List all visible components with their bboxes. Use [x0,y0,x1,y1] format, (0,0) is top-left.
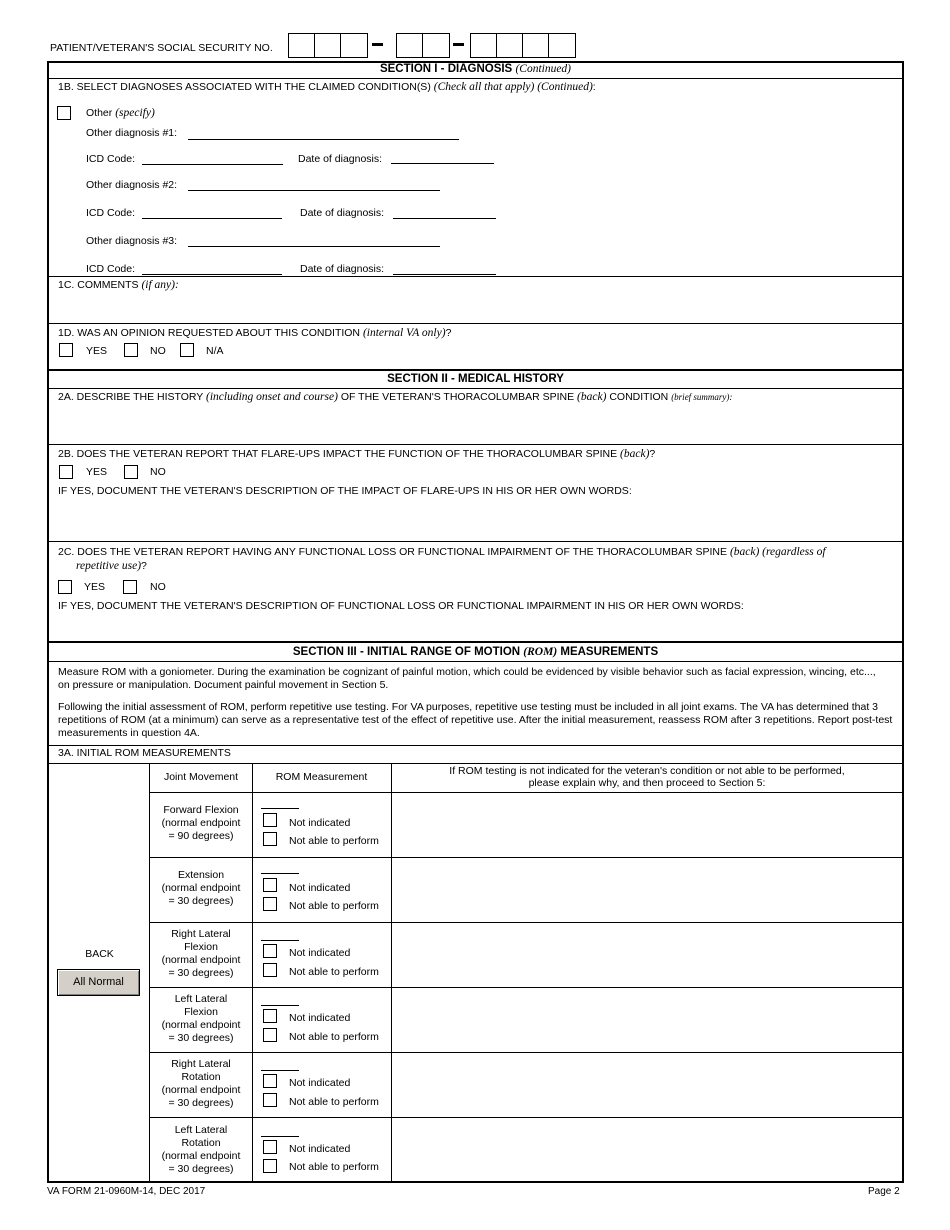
joint-extension: Extension (normal endpoint = 30 degrees) [161,869,241,907]
icd-code-2-field[interactable] [142,218,282,219]
not-able-label: Not able to perform [289,966,379,978]
other-diagnosis-3-label: Other diagnosis #3: [86,235,178,247]
explain-field[interactable] [393,989,902,1051]
q1d-na-checkbox[interactable] [180,343,194,357]
not-able-label: Not able to perform [289,835,379,847]
joint-left-lateral-rotation: Left Lateral Rotation (normal endpoint = 30 degrees) [161,1124,241,1175]
form-id: VA FORM 21-0960M-14, DEC 2017 [47,1186,206,1197]
icd-code-1-label: ICD Code: [86,153,136,165]
rom-instructions-1: Measure ROM with a goniometer. During the examination be cognizant of painful motion, which could be evidenced by visible behavior such as facial expression, wincing, etc..., on pressure or manipulation. Document painful movement in Section 5. [58,666,876,691]
explain-field[interactable] [393,924,902,986]
other-diagnosis-1-label: Other diagnosis #1: [86,127,178,139]
section-3-title: SECTION III - INITIAL RANGE OF MOTION (ROM) MEASUREMENTS [292,646,659,658]
other-checkbox[interactable] [57,106,71,120]
col-rom-measurement: ROM Measurement [275,771,368,783]
q1d-no-label: NO [150,345,166,357]
joint-left-lateral-flexion: Left Lateral Flexion (normal endpoint = 30 degrees) [161,993,241,1044]
date-diagnosis-1-label: Date of diagnosis: [298,153,383,165]
not-indicated-label: Not indicated [289,1012,351,1024]
not-able-label: Not able to perform [289,1096,379,1108]
date-diagnosis-2-field[interactable] [393,218,496,219]
joint-right-lateral-flexion: Right Lateral Flexion (normal endpoint = 30 degrees) [161,928,241,979]
explain-field[interactable] [393,1119,902,1181]
col-explain-1: If ROM testing is not indicated for the veteran's condition or not able to be performed, [449,765,845,777]
joint-right-lateral-rotation: Right Lateral Rotation (normal endpoint = 30 degrees) [161,1058,241,1109]
all-normal-button[interactable]: All Normal [57,969,140,996]
q1b-label: 1B. SELECT DIAGNOSES ASSOCIATED WITH THE CLAIMED CONDITION(S) (Check all that apply) (Continued): [58,81,596,93]
flare-ups-field[interactable] [49,500,902,540]
section-2-title: SECTION II - MEDICAL HISTORY [387,373,564,385]
q2b-yes-checkbox[interactable] [59,465,73,479]
q2b-no-label: NO [150,466,166,478]
other-diagnosis-3-field[interactable] [188,246,440,247]
rom-value-field[interactable] [261,873,299,874]
not-able-checkbox[interactable] [263,1028,277,1042]
q2c-label-cont: repetitive use)? [76,560,147,572]
q2c-followup-label: IF YES, DOCUMENT THE VETERAN'S DESCRIPTION OF FUNCTIONAL LOSS OR FUNCTIONAL IMPAIRMENT IN HIS OR HER OWN WORDS: [58,600,744,612]
date-diagnosis-3-label: Date of diagnosis: [300,263,385,275]
not-able-label: Not able to perform [289,1161,379,1173]
not-able-checkbox[interactable] [263,832,277,846]
rom-value-field[interactable] [261,1070,299,1071]
not-indicated-label: Not indicated [289,947,351,959]
not-able-label: Not able to perform [289,1031,379,1043]
date-diagnosis-3-field[interactable] [393,274,496,275]
q2c-label: 2C. DOES THE VETERAN REPORT HAVING ANY FUNCTIONAL LOSS OR FUNCTIONAL IMPAIRMENT OF THE THORACOLUMBAR SPINE (back) (regardless of [58,546,826,558]
other-diagnosis-1-field[interactable] [188,139,459,140]
icd-code-1-field[interactable] [142,164,283,165]
not-able-label: Not able to perform [289,900,379,912]
rom-value-field[interactable] [261,1136,299,1137]
rom-value-field[interactable] [261,1005,299,1006]
not-indicated-label: Not indicated [289,817,351,829]
ssn-label: PATIENT/VETERAN'S SOCIAL SECURITY NO. [50,42,273,54]
joint-forward-flexion: Forward Flexion (normal endpoint = 90 degrees) [161,804,241,842]
q2c-no-label: NO [150,581,166,593]
date-diagnosis-1-field[interactable] [391,163,494,164]
q1d-yes-checkbox[interactable] [59,343,73,357]
col-joint-movement: Joint Movement [163,771,239,783]
not-indicated-checkbox[interactable] [263,878,277,892]
q2a-label: 2A. DESCRIBE THE HISTORY (including onset and course) OF THE VETERAN'S THORACOLUMBAR SPINE (back) CONDITION (brief summary): [58,391,733,403]
not-indicated-checkbox[interactable] [263,1074,277,1088]
not-able-checkbox[interactable] [263,963,277,977]
back-label: BACK [85,948,114,960]
q1d-na-label: N/A [206,345,224,357]
not-able-checkbox[interactable] [263,897,277,911]
not-able-checkbox[interactable] [263,1159,277,1173]
icd-code-2-label: ICD Code: [86,207,136,219]
q2b-label: 2B. DOES THE VETERAN REPORT THAT FLARE-UPS IMPACT THE FUNCTION OF THE THORACOLUMBAR SPINE (back)? [58,448,656,460]
not-able-checkbox[interactable] [263,1093,277,1107]
rom-instructions-2: Following the initial assessment of ROM, perform repetitive use testing. For VA purposes, repetitive use testing must be included in all joint exams. The VA has determined that 3 repetitions of ROM (at a minimum) can serve as a representative test of the effect of repetitive use. After the initial measurement, reassess ROM after 3 repetitions. Report post-test measurements in question 4A. [58,701,893,739]
q2c-yes-checkbox[interactable] [58,580,72,594]
q1c-label: 1C. COMMENTS (if any): [58,279,179,291]
ssn-dash [453,43,464,46]
q2b-yes-label: YES [86,466,108,478]
q2b-followup-label: IF YES, DOCUMENT THE VETERAN'S DESCRIPTION OF THE IMPACT OF FLARE-UPS IN HIS OR HER OWN WORDS: [58,485,632,497]
ssn-field-part2[interactable] [396,33,450,58]
section-1-title: SECTION I - DIAGNOSIS (Continued) [379,63,572,75]
ssn-dash [372,43,383,46]
comments-field[interactable] [49,293,902,323]
icd-code-3-field[interactable] [142,274,282,275]
q1d-no-checkbox[interactable] [124,343,138,357]
history-field[interactable] [49,406,902,444]
explain-field[interactable] [393,1054,902,1116]
q3a-label: 3A. INITIAL ROM MEASUREMENTS [58,747,231,759]
ssn-field-part1[interactable] [288,33,368,58]
explain-field[interactable] [393,794,902,856]
date-diagnosis-2-label: Date of diagnosis: [300,207,385,219]
other-diagnosis-2-field[interactable] [188,190,440,191]
not-indicated-checkbox[interactable] [263,1009,277,1023]
icd-code-3-label: ICD Code: [86,263,136,275]
not-indicated-label: Not indicated [289,1143,351,1155]
q1d-label: 1D. WAS AN OPINION REQUESTED ABOUT THIS CONDITION (internal VA only)? [58,327,452,339]
functional-loss-field[interactable] [49,615,902,641]
not-indicated-label: Not indicated [289,882,351,894]
ssn-field-part3[interactable] [470,33,576,58]
col-explain-2: please explain why, and then proceed to Section 5: [528,777,766,789]
q2c-no-checkbox[interactable] [123,580,137,594]
rom-value-field[interactable] [261,940,299,941]
other-diagnosis-2-label: Other diagnosis #2: [86,179,178,191]
other-label: Other (specify) [86,107,155,119]
explain-field[interactable] [393,859,902,921]
rom-value-field[interactable] [261,808,299,809]
not-indicated-checkbox[interactable] [263,944,277,958]
q2b-no-checkbox[interactable] [124,465,138,479]
not-indicated-checkbox[interactable] [263,813,277,827]
q1d-yes-label: YES [86,345,108,357]
not-indicated-checkbox[interactable] [263,1140,277,1154]
page-number: Page 2 [868,1186,900,1197]
q2c-yes-label: YES [84,581,106,593]
not-indicated-label: Not indicated [289,1077,351,1089]
